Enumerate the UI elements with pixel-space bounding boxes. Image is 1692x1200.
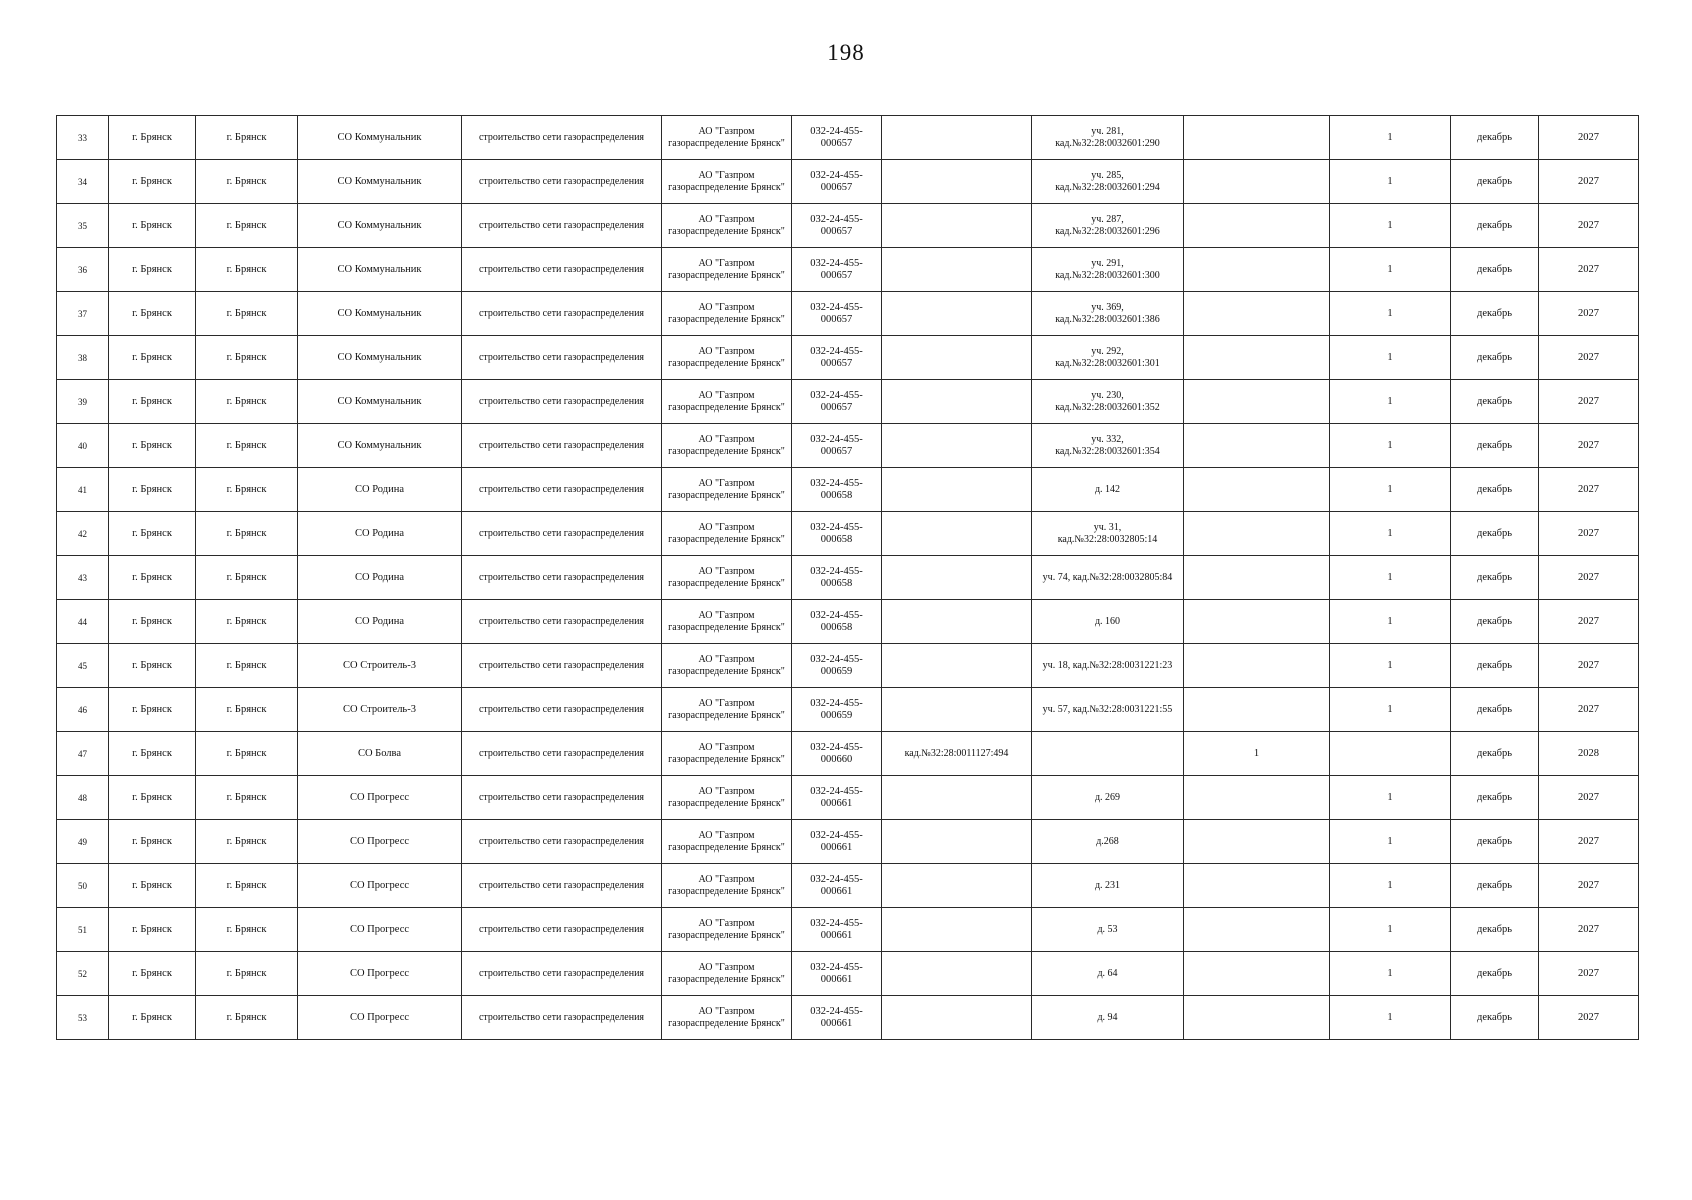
table-row: [57, 688, 1639, 732]
cell-project-code: 032-24-455- 000657: [792, 380, 882, 424]
cell-row-number: 48: [57, 776, 109, 820]
cell-cadastral-number: [882, 512, 1032, 556]
cell-municipality: г. Брянск: [109, 512, 196, 556]
table-row: [57, 380, 1639, 424]
cell-project-code: 032-24-455- 000657: [792, 424, 882, 468]
cell-project-code: 032-24-455- 000661: [792, 952, 882, 996]
cell-year: 2027: [1539, 116, 1639, 160]
cell-organization: АО "Газпром газораспределение Брянск": [662, 644, 792, 688]
cell-year: 2027: [1539, 644, 1639, 688]
cell-count-b: 1: [1330, 820, 1451, 864]
cell-settlement: г. Брянск: [196, 996, 298, 1040]
cell-count-b: 1: [1330, 468, 1451, 512]
cell-organization: АО "Газпром газораспределение Брянск": [662, 468, 792, 512]
cell-municipality: г. Брянск: [109, 380, 196, 424]
cell-year: 2028: [1539, 732, 1639, 776]
cell-project-code: 032-24-455- 000658: [792, 600, 882, 644]
cell-cadastral-number: [882, 556, 1032, 600]
cell-address: д. 94: [1032, 996, 1184, 1040]
cell-count-a: [1184, 336, 1330, 380]
cell-count-b: 1: [1330, 292, 1451, 336]
cell-month: декабрь: [1451, 204, 1539, 248]
cell-address: уч. 332, кад.№32:28:0032601:354: [1032, 424, 1184, 468]
cell-month: декабрь: [1451, 732, 1539, 776]
cell-settlement: г. Брянск: [196, 380, 298, 424]
cell-project-code: 032-24-455- 000657: [792, 204, 882, 248]
cell-count-b: [1330, 732, 1451, 776]
cell-object-name: СО Болва: [298, 732, 462, 776]
table-row: [57, 952, 1639, 996]
cell-project-code: 032-24-455- 000660: [792, 732, 882, 776]
cell-count-b: 1: [1330, 952, 1451, 996]
cell-settlement: г. Брянск: [196, 820, 298, 864]
cell-settlement: г. Брянск: [196, 468, 298, 512]
cell-count-a: [1184, 820, 1330, 864]
cell-count-b: 1: [1330, 424, 1451, 468]
cell-work-type: строительство сети газораспределения: [462, 776, 662, 820]
cell-cadastral-number: [882, 864, 1032, 908]
cell-year: 2027: [1539, 204, 1639, 248]
cell-address: уч. 285, кад.№32:28:0032601:294: [1032, 160, 1184, 204]
cell-object-name: СО Коммунальник: [298, 248, 462, 292]
cell-project-code: 032-24-455- 000661: [792, 864, 882, 908]
cell-organization: АО "Газпром газораспределение Брянск": [662, 512, 792, 556]
cell-work-type: строительство сети газораспределения: [462, 732, 662, 776]
cell-settlement: г. Брянск: [196, 776, 298, 820]
cell-count-a: [1184, 556, 1330, 600]
table-row: [57, 204, 1639, 248]
cell-settlement: г. Брянск: [196, 952, 298, 996]
cell-organization: АО "Газпром газораспределение Брянск": [662, 336, 792, 380]
cell-project-code: 032-24-455- 000657: [792, 160, 882, 204]
cell-count-b: 1: [1330, 160, 1451, 204]
table-row: [57, 160, 1639, 204]
cell-count-b: 1: [1330, 644, 1451, 688]
cell-organization: АО "Газпром газораспределение Брянск": [662, 688, 792, 732]
cell-count-a: [1184, 204, 1330, 248]
cell-municipality: г. Брянск: [109, 248, 196, 292]
cell-project-code: 032-24-455- 000659: [792, 688, 882, 732]
cell-count-a: [1184, 908, 1330, 952]
cell-municipality: г. Брянск: [109, 996, 196, 1040]
cell-row-number: 36: [57, 248, 109, 292]
cell-row-number: 51: [57, 908, 109, 952]
cell-address: уч. 287, кад.№32:28:0032601:296: [1032, 204, 1184, 248]
cell-settlement: г. Брянск: [196, 864, 298, 908]
cell-object-name: СО Коммунальник: [298, 116, 462, 160]
cell-address: д. 269: [1032, 776, 1184, 820]
table-row: [57, 116, 1639, 160]
cell-object-name: СО Родина: [298, 556, 462, 600]
cell-row-number: 44: [57, 600, 109, 644]
cell-organization: АО "Газпром газораспределение Брянск": [662, 776, 792, 820]
cell-object-name: СО Коммунальник: [298, 160, 462, 204]
cell-cadastral-number: [882, 380, 1032, 424]
table-row: [57, 292, 1639, 336]
cell-settlement: г. Брянск: [196, 160, 298, 204]
cell-object-name: СО Прогресс: [298, 952, 462, 996]
cell-work-type: строительство сети газораспределения: [462, 644, 662, 688]
cell-municipality: г. Брянск: [109, 556, 196, 600]
cell-month: декабрь: [1451, 644, 1539, 688]
cell-count-a: [1184, 424, 1330, 468]
cell-organization: АО "Газпром газораспределение Брянск": [662, 204, 792, 248]
table-row: [57, 600, 1639, 644]
table-row: [57, 908, 1639, 952]
cell-municipality: г. Брянск: [109, 908, 196, 952]
cell-municipality: г. Брянск: [109, 688, 196, 732]
cell-cadastral-number: [882, 600, 1032, 644]
cell-work-type: строительство сети газораспределения: [462, 468, 662, 512]
cell-count-a: [1184, 468, 1330, 512]
cell-municipality: г. Брянск: [109, 336, 196, 380]
cell-organization: АО "Газпром газораспределение Брянск": [662, 732, 792, 776]
cell-year: 2027: [1539, 776, 1639, 820]
cell-settlement: г. Брянск: [196, 556, 298, 600]
cell-settlement: г. Брянск: [196, 732, 298, 776]
cell-address: д. 231: [1032, 864, 1184, 908]
cell-organization: АО "Газпром газораспределение Брянск": [662, 556, 792, 600]
cell-row-number: 33: [57, 116, 109, 160]
cell-row-number: 52: [57, 952, 109, 996]
cell-year: 2027: [1539, 820, 1639, 864]
cell-address: уч. 230, кад.№32:28:0032601:352: [1032, 380, 1184, 424]
table-row: [57, 424, 1639, 468]
cell-work-type: строительство сети газораспределения: [462, 116, 662, 160]
cell-address: д.268: [1032, 820, 1184, 864]
cell-row-number: 42: [57, 512, 109, 556]
cell-municipality: г. Брянск: [109, 952, 196, 996]
cell-count-a: [1184, 776, 1330, 820]
cell-count-a: [1184, 864, 1330, 908]
cell-municipality: г. Брянск: [109, 864, 196, 908]
cell-cadastral-number: [882, 996, 1032, 1040]
data-table: [56, 115, 1639, 1040]
cell-organization: АО "Газпром газораспределение Брянск": [662, 380, 792, 424]
cell-project-code: 032-24-455- 000657: [792, 292, 882, 336]
cell-address: уч. 292, кад.№32:28:0032601:301: [1032, 336, 1184, 380]
cell-month: декабрь: [1451, 600, 1539, 644]
cell-count-b: 1: [1330, 204, 1451, 248]
cell-month: декабрь: [1451, 336, 1539, 380]
cell-cadastral-number: [882, 116, 1032, 160]
cell-year: 2027: [1539, 380, 1639, 424]
cell-object-name: СО Родина: [298, 600, 462, 644]
cell-count-a: [1184, 116, 1330, 160]
cell-count-b: 1: [1330, 776, 1451, 820]
cell-year: 2027: [1539, 688, 1639, 732]
cell-settlement: г. Брянск: [196, 336, 298, 380]
cell-cadastral-number: [882, 644, 1032, 688]
cell-year: 2027: [1539, 864, 1639, 908]
cell-count-b: 1: [1330, 116, 1451, 160]
cell-organization: АО "Газпром газораспределение Брянск": [662, 864, 792, 908]
cell-cadastral-number: [882, 468, 1032, 512]
cell-project-code: 032-24-455- 000657: [792, 336, 882, 380]
cell-municipality: г. Брянск: [109, 468, 196, 512]
cell-cadastral-number: [882, 952, 1032, 996]
cell-project-code: 032-24-455- 000658: [792, 512, 882, 556]
cell-settlement: г. Брянск: [196, 908, 298, 952]
cell-month: декабрь: [1451, 248, 1539, 292]
cell-object-name: СО Коммунальник: [298, 292, 462, 336]
cell-cadastral-number: [882, 336, 1032, 380]
cell-year: 2027: [1539, 424, 1639, 468]
cell-work-type: строительство сети газораспределения: [462, 204, 662, 248]
cell-cadastral-number: [882, 248, 1032, 292]
cell-object-name: СО Родина: [298, 468, 462, 512]
cell-cadastral-number: [882, 776, 1032, 820]
cell-count-a: [1184, 160, 1330, 204]
cell-cadastral-number: [882, 688, 1032, 732]
cell-address: уч. 369, кад.№32:28:0032601:386: [1032, 292, 1184, 336]
cell-object-name: СО Прогресс: [298, 908, 462, 952]
cell-project-code: 032-24-455- 000658: [792, 556, 882, 600]
cell-project-code: 032-24-455- 000661: [792, 776, 882, 820]
cell-year: 2027: [1539, 908, 1639, 952]
cell-work-type: строительство сети газораспределения: [462, 556, 662, 600]
cell-settlement: г. Брянск: [196, 688, 298, 732]
cell-organization: АО "Газпром газораспределение Брянск": [662, 600, 792, 644]
cell-work-type: строительство сети газораспределения: [462, 292, 662, 336]
table-row: [57, 820, 1639, 864]
cell-row-number: 50: [57, 864, 109, 908]
cell-municipality: г. Брянск: [109, 600, 196, 644]
table-row: [57, 776, 1639, 820]
cell-object-name: СО Коммунальник: [298, 336, 462, 380]
cell-count-a: 1: [1184, 732, 1330, 776]
cell-object-name: СО Родина: [298, 512, 462, 556]
cell-month: декабрь: [1451, 556, 1539, 600]
cell-year: 2027: [1539, 952, 1639, 996]
cell-work-type: строительство сети газораспределения: [462, 160, 662, 204]
cell-row-number: 45: [57, 644, 109, 688]
cell-address: [1032, 732, 1184, 776]
cell-organization: АО "Газпром газораспределение Брянск": [662, 908, 792, 952]
table-row: [57, 468, 1639, 512]
cell-row-number: 46: [57, 688, 109, 732]
cell-settlement: г. Брянск: [196, 116, 298, 160]
cell-month: декабрь: [1451, 688, 1539, 732]
cell-row-number: 39: [57, 380, 109, 424]
cell-project-code: 032-24-455- 000661: [792, 908, 882, 952]
cell-row-number: 47: [57, 732, 109, 776]
cell-address: д. 53: [1032, 908, 1184, 952]
table-row: [57, 248, 1639, 292]
cell-count-b: 1: [1330, 688, 1451, 732]
cell-cadastral-number: [882, 292, 1032, 336]
cell-count-a: [1184, 248, 1330, 292]
cell-count-a: [1184, 996, 1330, 1040]
cell-month: декабрь: [1451, 380, 1539, 424]
cell-organization: АО "Газпром газораспределение Брянск": [662, 820, 792, 864]
cell-organization: АО "Газпром газораспределение Брянск": [662, 292, 792, 336]
cell-project-code: 032-24-455- 000661: [792, 820, 882, 864]
cell-municipality: г. Брянск: [109, 776, 196, 820]
cell-month: декабрь: [1451, 952, 1539, 996]
cell-settlement: г. Брянск: [196, 600, 298, 644]
cell-address: д. 160: [1032, 600, 1184, 644]
cell-count-b: 1: [1330, 600, 1451, 644]
cell-count-b: 1: [1330, 380, 1451, 424]
cell-settlement: г. Брянск: [196, 204, 298, 248]
cell-work-type: строительство сети газораспределения: [462, 380, 662, 424]
cell-work-type: строительство сети газораспределения: [462, 864, 662, 908]
cell-cadastral-number: кад.№32:28:0011127:494: [882, 732, 1032, 776]
cell-address: уч. 57, кад.№32:28:0031221:55: [1032, 688, 1184, 732]
cell-project-code: 032-24-455- 000661: [792, 996, 882, 1040]
cell-month: декабрь: [1451, 468, 1539, 512]
cell-municipality: г. Брянск: [109, 424, 196, 468]
cell-organization: АО "Газпром газораспределение Брянск": [662, 952, 792, 996]
cell-year: 2027: [1539, 292, 1639, 336]
cell-work-type: строительство сети газораспределения: [462, 424, 662, 468]
cell-organization: АО "Газпром газораспределение Брянск": [662, 996, 792, 1040]
cell-organization: АО "Газпром газораспределение Брянск": [662, 248, 792, 292]
cell-count-b: 1: [1330, 512, 1451, 556]
table-row: [57, 512, 1639, 556]
cell-work-type: строительство сети газораспределения: [462, 336, 662, 380]
cell-work-type: строительство сети газораспределения: [462, 952, 662, 996]
cell-count-b: 1: [1330, 336, 1451, 380]
page-number: 198: [827, 40, 865, 65]
cell-row-number: 40: [57, 424, 109, 468]
cell-month: декабрь: [1451, 116, 1539, 160]
cell-month: декабрь: [1451, 424, 1539, 468]
cell-year: 2027: [1539, 248, 1639, 292]
cell-municipality: г. Брянск: [109, 644, 196, 688]
cell-count-a: [1184, 688, 1330, 732]
cell-settlement: г. Брянск: [196, 248, 298, 292]
cell-count-a: [1184, 600, 1330, 644]
cell-month: декабрь: [1451, 292, 1539, 336]
cell-settlement: г. Брянск: [196, 424, 298, 468]
cell-settlement: г. Брянск: [196, 644, 298, 688]
cell-work-type: строительство сети газораспределения: [462, 908, 662, 952]
cell-cadastral-number: [882, 204, 1032, 248]
cell-municipality: г. Брянск: [109, 204, 196, 248]
cell-object-name: СО Коммунальник: [298, 424, 462, 468]
cell-municipality: г. Брянск: [109, 116, 196, 160]
cell-row-number: 53: [57, 996, 109, 1040]
cell-work-type: строительство сети газораспределения: [462, 820, 662, 864]
cell-work-type: строительство сети газораспределения: [462, 996, 662, 1040]
cell-cadastral-number: [882, 424, 1032, 468]
cell-object-name: СО Строитель-3: [298, 688, 462, 732]
cell-year: 2027: [1539, 468, 1639, 512]
table-row: [57, 864, 1639, 908]
cell-month: декабрь: [1451, 996, 1539, 1040]
cell-count-b: 1: [1330, 908, 1451, 952]
cell-work-type: строительство сети газораспределения: [462, 512, 662, 556]
cell-month: декабрь: [1451, 776, 1539, 820]
cell-count-a: [1184, 952, 1330, 996]
cell-count-b: 1: [1330, 556, 1451, 600]
cell-project-code: 032-24-455- 000659: [792, 644, 882, 688]
cell-year: 2027: [1539, 160, 1639, 204]
cell-municipality: г. Брянск: [109, 820, 196, 864]
cell-work-type: строительство сети газораспределения: [462, 688, 662, 732]
cell-month: декабрь: [1451, 512, 1539, 556]
cell-object-name: СО Коммунальник: [298, 204, 462, 248]
cell-work-type: строительство сети газораспределения: [462, 600, 662, 644]
cell-count-b: 1: [1330, 248, 1451, 292]
cell-work-type: строительство сети газораспределения: [462, 248, 662, 292]
cell-settlement: г. Брянск: [196, 512, 298, 556]
cell-cadastral-number: [882, 160, 1032, 204]
cell-settlement: г. Брянск: [196, 292, 298, 336]
cell-count-b: 1: [1330, 864, 1451, 908]
cell-cadastral-number: [882, 820, 1032, 864]
table-body: [57, 116, 1639, 1040]
cell-object-name: СО Строитель-3: [298, 644, 462, 688]
cell-month: декабрь: [1451, 908, 1539, 952]
table-row: [57, 732, 1639, 776]
cell-row-number: 41: [57, 468, 109, 512]
cell-project-code: 032-24-455- 000657: [792, 116, 882, 160]
table-row: [57, 996, 1639, 1040]
cell-year: 2027: [1539, 996, 1639, 1040]
cell-object-name: СО Прогресс: [298, 820, 462, 864]
cell-project-code: 032-24-455- 000657: [792, 248, 882, 292]
cell-count-a: [1184, 512, 1330, 556]
cell-municipality: г. Брянск: [109, 292, 196, 336]
cell-month: декабрь: [1451, 820, 1539, 864]
cell-address: уч. 74, кад.№32:28:0032805:84: [1032, 556, 1184, 600]
cell-municipality: г. Брянск: [109, 160, 196, 204]
cell-object-name: СО Прогресс: [298, 996, 462, 1040]
cell-organization: АО "Газпром газораспределение Брянск": [662, 116, 792, 160]
cell-object-name: СО Прогресс: [298, 776, 462, 820]
cell-year: 2027: [1539, 336, 1639, 380]
cell-year: 2027: [1539, 600, 1639, 644]
cell-row-number: 34: [57, 160, 109, 204]
cell-address: д. 64: [1032, 952, 1184, 996]
cell-municipality: г. Брянск: [109, 732, 196, 776]
cell-count-a: [1184, 380, 1330, 424]
cell-organization: АО "Газпром газораспределение Брянск": [662, 160, 792, 204]
cell-address: д. 142: [1032, 468, 1184, 512]
cell-row-number: 35: [57, 204, 109, 248]
cell-month: декабрь: [1451, 864, 1539, 908]
cell-address: уч. 31, кад.№32:28:0032805:14: [1032, 512, 1184, 556]
cell-address: уч. 291, кад.№32:28:0032601:300: [1032, 248, 1184, 292]
cell-count-a: [1184, 292, 1330, 336]
cell-row-number: 43: [57, 556, 109, 600]
table-row: [57, 556, 1639, 600]
table-row: [57, 336, 1639, 380]
cell-cadastral-number: [882, 908, 1032, 952]
table-row: [57, 644, 1639, 688]
cell-project-code: 032-24-455- 000658: [792, 468, 882, 512]
cell-count-b: 1: [1330, 996, 1451, 1040]
cell-year: 2027: [1539, 556, 1639, 600]
cell-row-number: 37: [57, 292, 109, 336]
cell-object-name: СО Прогресс: [298, 864, 462, 908]
cell-month: декабрь: [1451, 160, 1539, 204]
cell-year: 2027: [1539, 512, 1639, 556]
cell-organization: АО "Газпром газораспределение Брянск": [662, 424, 792, 468]
cell-row-number: 38: [57, 336, 109, 380]
cell-row-number: 49: [57, 820, 109, 864]
cell-count-a: [1184, 644, 1330, 688]
cell-object-name: СО Коммунальник: [298, 380, 462, 424]
cell-address: уч. 281, кад.№32:28:0032601:290: [1032, 116, 1184, 160]
cell-address: уч. 18, кад.№32:28:0031221:23: [1032, 644, 1184, 688]
